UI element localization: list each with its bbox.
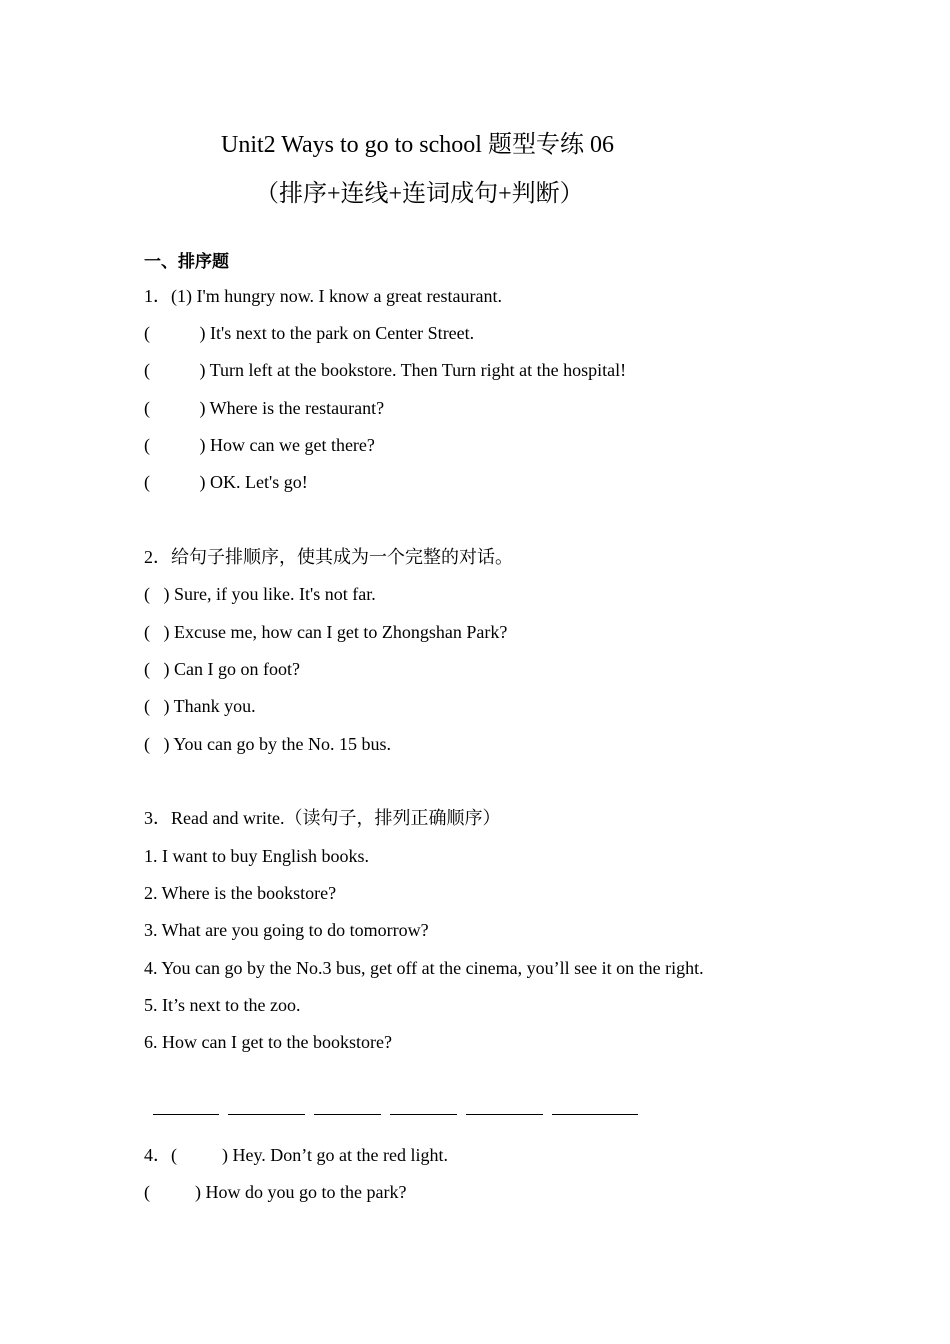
question-1-item: ( ) Where is the restaurant? (144, 398, 385, 418)
question-2-item: ( ) You can go by the No. 15 bus. (144, 734, 391, 754)
question-3-item: 1. I want to buy English books. (144, 846, 369, 866)
answer-blank[interactable] (466, 1100, 543, 1115)
question-4-stem: 4．( ) Hey. Don’t go at the red light. (144, 1145, 448, 1165)
answer-blank[interactable] (552, 1100, 638, 1115)
question-3-item: 4. You can go by the No.3 bus, get off at the cinema, you’ll see it on the right. (144, 958, 704, 978)
answer-blank[interactable] (153, 1100, 219, 1115)
page-subtitle: （排序+连线+连词成句+判断） (255, 181, 584, 207)
question-3-item: 6. How can I get to the bookstore? (144, 1032, 392, 1052)
question-3-stem: 3．Read and write.（读句子，排列正确顺序） (144, 808, 501, 828)
question-1-item: ( ) Turn left at the bookstore. Then Turn right at the hospital! (144, 360, 627, 380)
page-title: Unit2 Ways to go to school 题型专练 06 (221, 132, 614, 158)
answer-blank[interactable] (314, 1100, 381, 1115)
question-1-item: ( ) OK. Let's go! (144, 472, 308, 492)
question-2-item: ( ) Sure, if you like. It's not far. (144, 584, 376, 604)
question-1-item: ( ) How can we get there? (144, 435, 375, 455)
answer-blanks (144, 1073, 647, 1115)
question-2-item: ( ) Excuse me, how can I get to Zhongshan Park? (144, 622, 508, 642)
question-2-item: ( ) Can I go on foot? (144, 659, 300, 679)
question-2-item: ( ) Thank you. (144, 696, 256, 716)
answer-blank[interactable] (390, 1100, 457, 1115)
section-heading-ordering: 一、排序题 (144, 252, 229, 272)
question-1-item: ( ) It's next to the park on Center Street. (144, 323, 475, 343)
question-1-stem: 1．(1) I'm hungry now. I know a great restaurant. (144, 286, 502, 306)
question-3-item: 2. Where is the bookstore? (144, 883, 337, 903)
question-3-item: 3. What are you going to do tomorrow? (144, 920, 429, 940)
question-3-item: 5. It’s next to the zoo. (144, 995, 301, 1015)
answer-blank[interactable] (228, 1100, 305, 1115)
question-2-stem: 2．给句子排顺序，使其成为一个完整的对话。 (144, 547, 513, 567)
question-4-item: ( ) How do you go to the park? (144, 1182, 407, 1202)
